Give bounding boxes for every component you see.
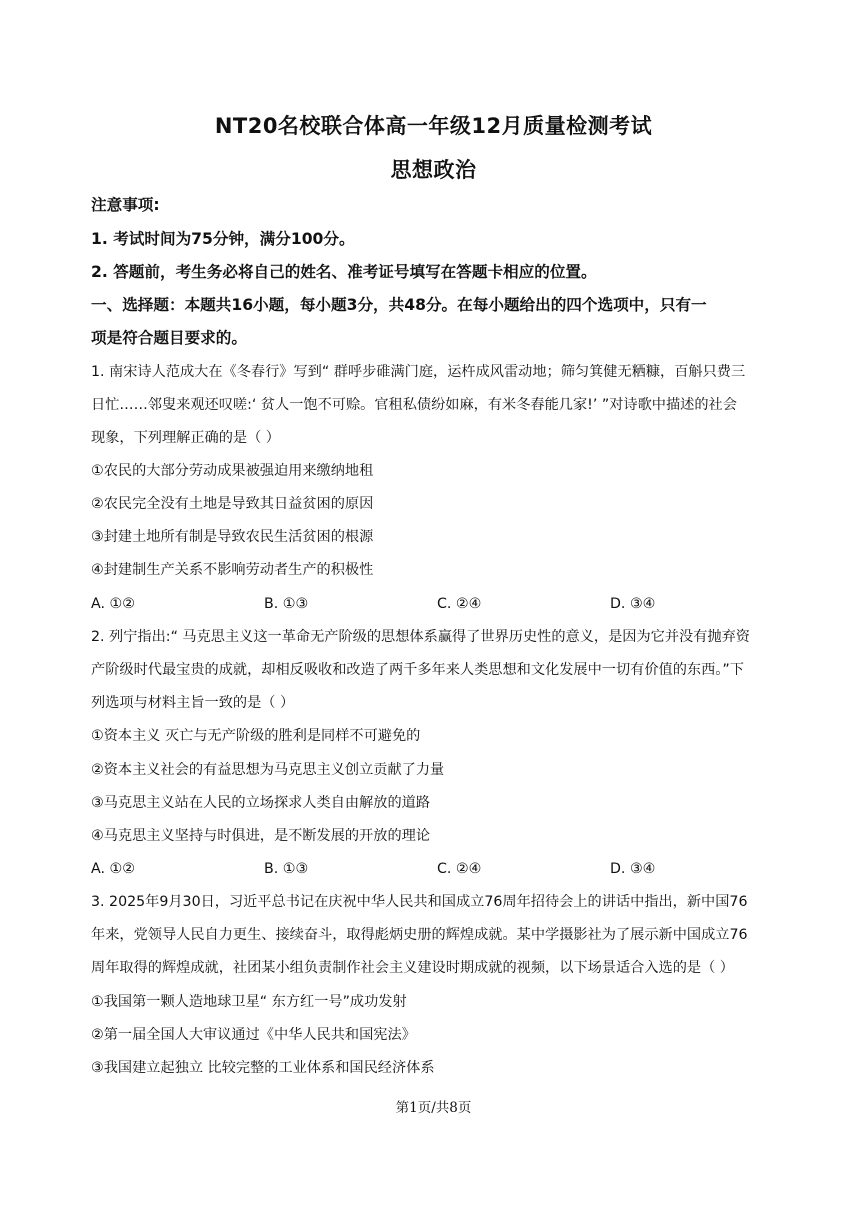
question-1-statement: ①农民的大部分劳动成果被强迫用来缴纳地租 [91, 463, 374, 479]
notice-item: 2. 答题前，考生务必将自己的姓名、准考证号填写在答题卡相应的位置。 [91, 263, 597, 281]
question-3-statement: ②第一届全国人大审议通过《中华人民共和国宪法》 [91, 1027, 416, 1043]
question-3-stem: 周年取得的辉煌成就，社团某小组负责制作社会主义建设时期成就的视频，以下场景适合入选的是（ ） [91, 960, 734, 976]
question-2-option-d: D. ③④ [610, 861, 656, 877]
question-1-option-b: B. ①③ [264, 596, 309, 612]
question-3-statement: ③我国建立起独立 比较完整的工业体系和国民经济体系 [91, 1060, 435, 1076]
page-number: 第1页/共8页 [395, 1100, 472, 1116]
question-1-statement: ②农民完全没有土地是导致其日益贫困的原因 [91, 496, 374, 512]
exam-title: NT20名校联合体高一年级12月质量检测考试 [214, 114, 653, 138]
section-heading: 一、选择题：本题共16小题，每小题3分，共48分。在每小题给出的四个选项中，只有一 [91, 296, 707, 314]
question-3-stem: 3. 2025年9月30日，习近平总书记在庆祝中华人民共和国成立76周年招待会上的讲话中指出，新中国76 [91, 894, 748, 910]
notice-item: 1. 考试时间为75分钟，满分100分。 [91, 230, 355, 248]
question-2-option-a: A. ①② [91, 861, 135, 877]
question-1-option-a: A. ①② [91, 596, 135, 612]
question-1-stem: 1. 南宋诗人范成大在《冬春行》写到“ 群呼步碓满门庭，运杵成风雷动地；筛匀箕健无粞糠，百斛只费三 [91, 364, 746, 380]
question-2-statement: ③马克思主义站在人民的立场探求人类自由解放的道路 [91, 795, 431, 811]
notice-heading: 注意事项: [91, 196, 160, 214]
question-2-option-b: B. ①③ [264, 861, 309, 877]
question-1-statement: ④封建制生产关系不影响劳动者生产的积极性 [91, 562, 374, 578]
question-2-stem: 2. 列宁指出:“ 马克思主义这一革命无产阶级的思想体系赢得了世界历史性的意义，是因为它并没有抛弃资 [91, 629, 750, 645]
question-1-option-c: C. ②④ [437, 596, 482, 612]
question-2-statement: ④马克思主义坚持与时俱进，是不断发展的开放的理论 [91, 828, 431, 844]
question-1-stem: 日忙……邻叟来观还叹嗟:‘ 贫人一饱不可赊。官租私债纷如麻，有米冬舂能几家!’ ”对诗歌中描述的社会 [91, 397, 737, 413]
question-1-stem: 现象，下列理解正确的是（ ） [91, 430, 280, 446]
question-2-option-c: C. ②④ [437, 861, 482, 877]
question-2-statement: ②资本主义社会的有益思想为马克思主义创立贡献了力量 [91, 762, 445, 778]
question-1-statement: ③封建土地所有制是导致农民生活贫困的根源 [91, 529, 374, 545]
section-heading: 项是符合题目要求的。 [91, 329, 247, 347]
question-2-stem: 产阶级时代最宝贵的成就，却相反吸收和改造了两千多年来人类思想和文化发展中一切有价值的东西。”下 [91, 662, 744, 678]
subject-title: 思想政治 [390, 158, 477, 182]
question-1-option-d: D. ③④ [610, 596, 656, 612]
question-2-statement: ①资本主义 灭亡与无产阶级的胜利是同样不可避免的 [91, 728, 421, 744]
question-2-stem: 列选项与材料主旨一致的是（ ） [91, 695, 295, 711]
question-3-statement: ①我国第一颗人造地球卫星“ 东方红一号”成功发射 [91, 994, 407, 1010]
question-3-stem: 年来，党领导人民自力更生、接续奋斗，取得彪炳史册的辉煌成就。某中学摄影社为了展示新中国成立76 [91, 927, 748, 943]
